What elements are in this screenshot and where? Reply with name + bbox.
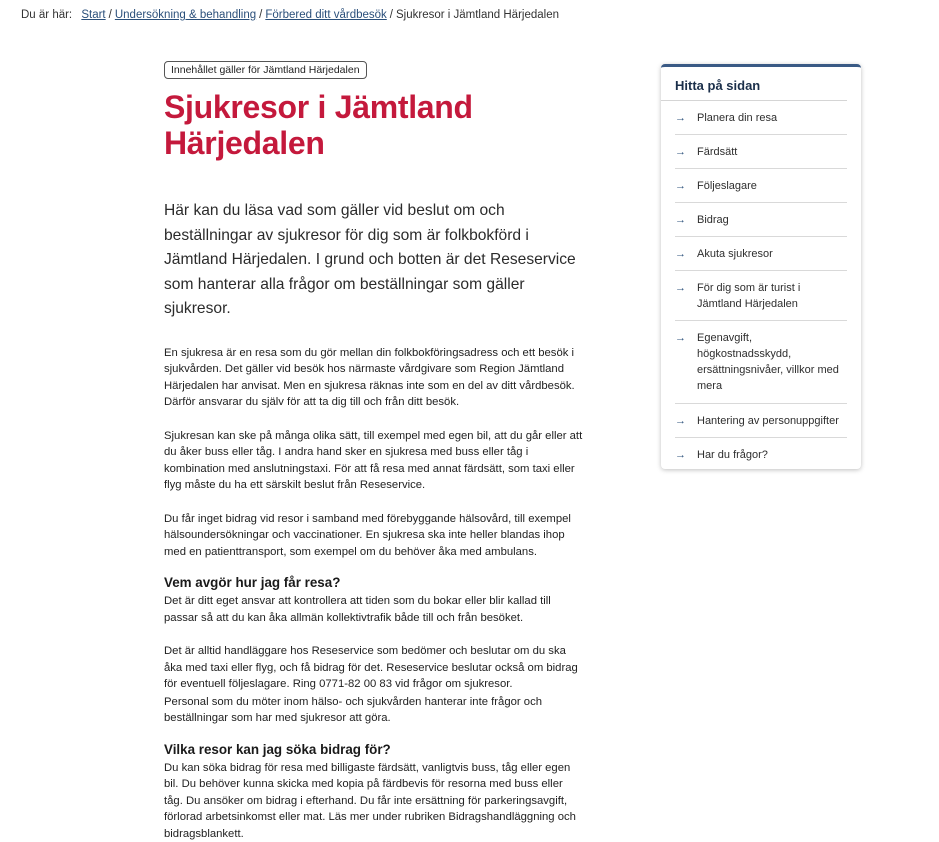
arrow-right-icon: →: [675, 413, 697, 429]
region-badge: Innehållet gäller för Jämtland Härjedalen: [164, 61, 367, 79]
breadcrumb-link-undersokning[interactable]: Undersökning & behandling: [115, 9, 256, 21]
toc-title: Hitta på sidan: [661, 67, 847, 101]
arrow-right-icon: →: [675, 280, 697, 296]
body-paragraph: Personal som du möter inom hälso- och sjukvården hanterar inte frågor och beställningar som har med sjukresor att göra.: [164, 694, 584, 727]
arrow-right-icon: →: [675, 246, 697, 262]
body-paragraph: Sjukresan kan ske på många olika sätt, till exempel med egen bil, att du går eller att du åker buss eller tåg. I andra hand sker en sjukresa med buss eller tåg i kombination med anslutningstaxi. För att få resa med annat färdsätt, som taxi eller flyg måste du ha ett särskilt beslut från Reseservice.: [164, 428, 584, 494]
body-paragraph: Det är ditt eget ansvar att kontrollera att tiden som du bokar eller blir kallad till passar så att du kan åka allmän kollektivtrafik både till och från besöket.: [164, 593, 584, 626]
breadcrumb-link-start[interactable]: Start: [81, 9, 105, 21]
arrow-right-icon: →: [675, 212, 697, 228]
breadcrumb-current: Sjukresor i Jämtland Härjedalen: [396, 9, 559, 21]
toc-item-turist[interactable]: [675, 271, 847, 321]
body-paragraph: Du kan söka bidrag för resa med billigaste färdsätt, vanligtvis buss, tåg eller egen bil. Du behöver kunna skicka med kopia på färdbevis för resorna med buss eller tåg. Du ansöker om bidrag i efterhand. Du får inte ersättning för parkeringsavgift, förlorad arbetsinkomst eller mat. Läs mer under rubriken Bidragshandläggning och bidragsblankett.: [164, 760, 584, 842]
main-content: [164, 60, 584, 842]
toc-item-label: Följeslagare: [697, 178, 757, 194]
lead-paragraph: Här kan du läsa vad som gäller vid beslut om och beställningar av sjukresor för dig som är folkbokförd i Jämtland Härjedalen. I grund och botten är det Reseservice som hanterar alla frågor om beställningar som gäller sjukresor.: [164, 199, 584, 322]
table-of-contents: [661, 64, 861, 469]
toc-item-label: Bidrag: [697, 212, 729, 228]
arrow-right-icon: →: [675, 447, 697, 463]
toc-item-label: Egenavgift, högkostnadsskydd, ersättningsnivåer, villkor med mera: [697, 330, 847, 394]
page-title: Sjukresor i Jämtland Härjedalen: [164, 89, 584, 161]
body-paragraph: En sjukresa är en resa som du gör mellan din folkbokföringsadress och ett besök i sjukvården. Det gäller vid besök hos närmaste vårdgivare som Region Jämtland Härjedalen har anvisat. Men en sjukresa räknas inte som en del av ditt vårdbesök. Därför ansvarar du själv för att ta dig till och från ditt besök.: [164, 345, 584, 411]
toc-item-label: Akuta sjukresor: [697, 246, 773, 262]
toc-item-personuppgifter[interactable]: [675, 404, 847, 438]
arrow-right-icon: →: [675, 144, 697, 160]
toc-item-akuta[interactable]: [675, 237, 847, 271]
breadcrumb: [21, 9, 559, 21]
arrow-right-icon: →: [675, 330, 697, 346]
toc-item-label: Hantering av personuppgifter: [697, 413, 839, 429]
toc-item-bidrag[interactable]: [675, 203, 847, 237]
toc-item-fardsatt[interactable]: [675, 135, 847, 169]
toc-item-label: Färdsätt: [697, 144, 737, 160]
toc-item-label: För dig som är turist i Jämtland Härjedalen: [697, 280, 847, 312]
toc-item-label: Har du frågor?: [697, 447, 768, 463]
section-heading-vem-avgor: Vem avgör hur jag får resa?: [164, 574, 584, 592]
toc-item-planera[interactable]: [675, 101, 847, 135]
breadcrumb-prefix: Du är här:: [21, 9, 72, 21]
arrow-right-icon: →: [675, 178, 697, 194]
breadcrumb-separator: /: [259, 9, 262, 21]
breadcrumb-link-forbered[interactable]: Förbered ditt vårdbesök: [265, 9, 386, 21]
body-paragraph: Det är alltid handläggare hos Reseservice som bedömer och beslutar om du ska åka med taxi eller flyg, och få bidrag för det. Reseservice beslutar också om bidrag för eventuell följeslagare. Ring 0771-82 00 83 vid frågor om sjukresor.: [164, 643, 584, 693]
breadcrumb-separator: /: [109, 9, 112, 21]
section-heading-vilka-resor: Vilka resor kan jag söka bidrag för?: [164, 741, 584, 759]
toc-item-egenavgift[interactable]: [675, 321, 847, 404]
toc-list: [661, 101, 861, 471]
toc-item-foljeslagare[interactable]: [675, 169, 847, 203]
breadcrumb-separator: /: [390, 9, 393, 21]
body-paragraph: Du får inget bidrag vid resor i samband med förebyggande hälsovård, till exempel hälsoundersökningar och vaccinationer. En sjukresa ska inte heller blandas ihop med en patienttransport, som exempel om du behöver åka med ambulans.: [164, 511, 584, 561]
arrow-right-icon: →: [675, 110, 697, 126]
toc-item-label: Planera din resa: [697, 110, 777, 126]
toc-item-fragor[interactable]: [675, 438, 847, 471]
